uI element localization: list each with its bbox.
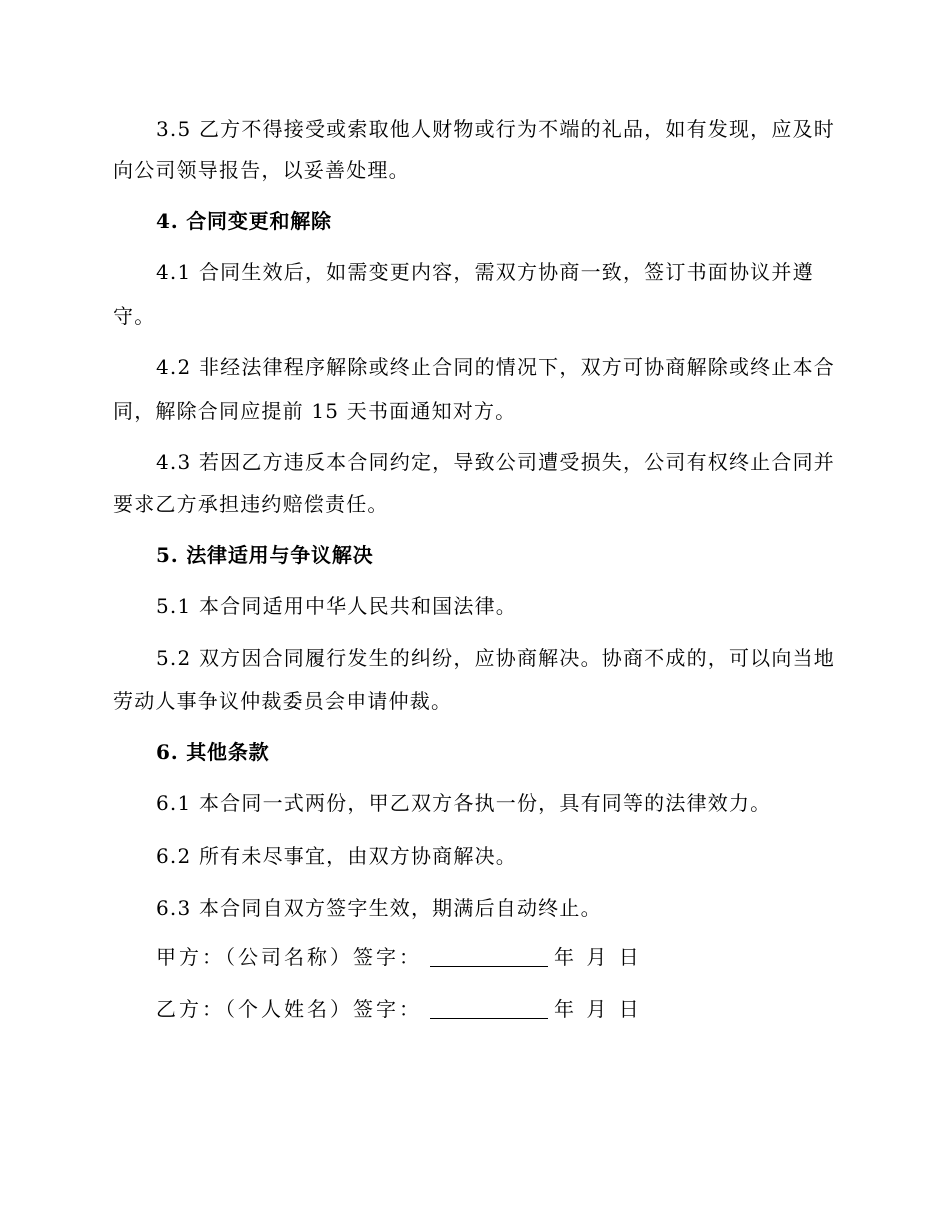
signature-party-b-prefix: 乙方：（个人姓名）签字： <box>156 997 422 1021</box>
clause-4-2-line-1: 4.2 非经法律程序解除或终止合同的情况下，双方可协商解除或终止本合 <box>156 355 835 379</box>
signature-party-b-date: 年 月 日 <box>554 997 642 1021</box>
clause-4-1-line-2: 守。 <box>113 304 156 328</box>
clause-5-2-line-2: 劳动人事争议仲裁委员会申请仲裁。 <box>113 689 453 713</box>
signature-party-b <box>156 996 642 1022</box>
section-6-heading: 6. 其他条款 <box>156 740 270 764</box>
clause-6-2: 6.2 所有未尽事宜，由双方协商解决。 <box>156 844 517 868</box>
clause-6-1: 6.1 本合同一式两份，甲乙双方各执一份，具有同等的法律效力。 <box>156 791 772 815</box>
section-4-heading: 4. 合同变更和解除 <box>156 209 332 233</box>
clause-3-5-line-2: 向公司领导报告，以妥善处理。 <box>113 158 410 182</box>
clause-5-2-line-1: 5.2 双方因合同履行发生的纠纷，应协商解决。协商不成的，可以向当地 <box>156 646 835 670</box>
signature-party-a-prefix: 甲方：（公司名称）签字： <box>156 945 422 969</box>
clause-5-1: 5.1 本合同适用中华人民共和国法律。 <box>156 594 517 618</box>
clause-3-5-line-1: 3.5 乙方不得接受或索取他人财物或行为不端的礼品，如有发现，应及时 <box>156 117 835 141</box>
signature-party-b-blank <box>430 1000 548 1019</box>
signature-party-a-blank <box>430 948 548 967</box>
clause-6-3: 6.3 本合同自双方签字生效，期满后自动终止。 <box>156 896 602 920</box>
clause-4-3-line-2: 要求乙方承担违约赔偿责任。 <box>113 492 389 516</box>
clause-4-1-line-1: 4.1 合同生效后，如需变更内容，需双方协商一致，签订书面协议并遵 <box>156 260 814 284</box>
clause-4-3-line-1: 4.3 若因乙方违反本合同约定，导致公司遭受损失，公司有权终止合同并 <box>156 450 835 474</box>
signature-party-a-date: 年 月 日 <box>554 945 642 969</box>
clause-4-2-line-2: 同，解除合同应提前 15 天书面通知对方。 <box>113 399 517 423</box>
signature-party-a <box>156 944 642 970</box>
section-5-heading: 5. 法律适用与争议解决 <box>156 543 374 567</box>
